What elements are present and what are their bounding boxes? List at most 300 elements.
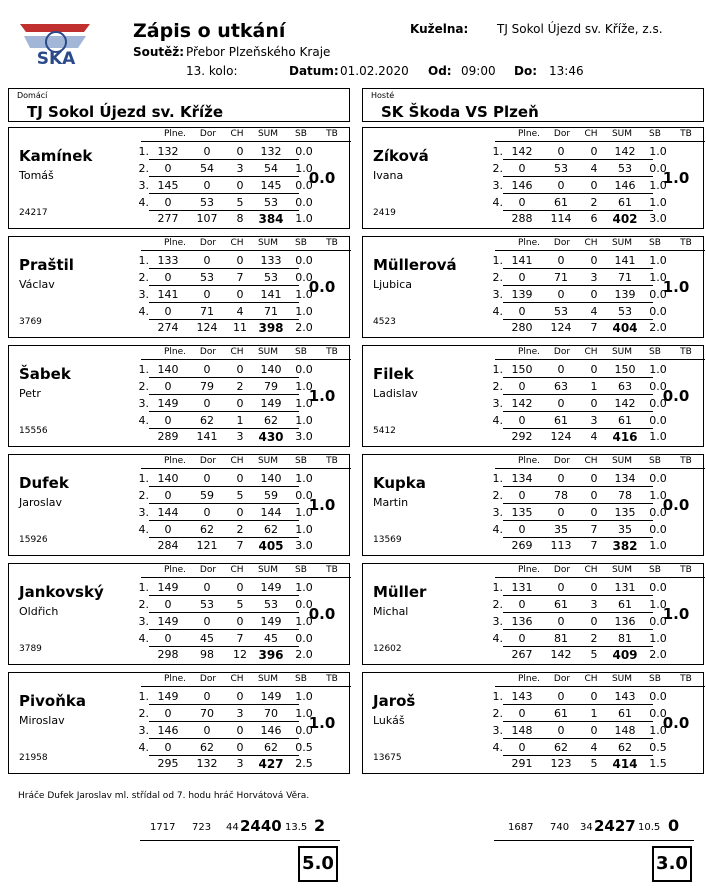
row-cell: 0 (590, 397, 598, 410)
row-cell: 144 (157, 506, 179, 519)
total-cell: 3 (236, 757, 244, 770)
row-cell: 62 (618, 741, 632, 754)
row-cell: 0 (590, 489, 598, 502)
row-cell: 0.0 (649, 472, 667, 485)
row-number: 2. (138, 271, 149, 284)
row-cell: 141 (260, 288, 282, 301)
row-cell: 0 (203, 363, 211, 376)
row-number: 1. (138, 145, 149, 158)
row-cell: 7 (590, 523, 598, 536)
row-cell: 0 (590, 288, 598, 301)
row-cell: 149 (260, 397, 282, 410)
away-team-box (362, 88, 704, 122)
home-final-score: 5.0 (298, 846, 338, 882)
row-number: 4. (492, 414, 503, 427)
row-cell: 131 (511, 581, 533, 594)
throw-row (481, 598, 671, 612)
throw-row (481, 506, 671, 520)
home-sum-ch: 44 (226, 822, 239, 833)
row-cell: 0 (557, 724, 565, 737)
player-id: 2419 (373, 208, 396, 218)
logo-graphic (16, 18, 96, 70)
column-header: TB (680, 565, 692, 575)
row-underline (503, 537, 653, 538)
row-underline (149, 394, 299, 395)
row-cell: 0 (590, 472, 598, 485)
player-id: 13569 (373, 535, 402, 545)
row-cell: 0.5 (649, 741, 667, 754)
player-id: 3789 (19, 644, 42, 654)
total-cell: 2.0 (295, 648, 313, 661)
column-header: SB (649, 238, 661, 248)
row-cell: 141 (511, 254, 533, 267)
row-cell: 142 (614, 397, 636, 410)
row-cell: 45 (264, 632, 278, 645)
column-header: SB (295, 565, 307, 575)
row-number: 1. (138, 690, 149, 703)
total-cell: 107 (196, 212, 218, 225)
throw-row (481, 305, 671, 319)
row-underline (503, 704, 653, 705)
row-cell: 0.0 (295, 196, 313, 209)
row-cell: 0 (590, 363, 598, 376)
throw-row (127, 690, 317, 704)
total-cell: 11 (233, 321, 247, 334)
row-cell: 35 (554, 523, 568, 536)
row-cell: 53 (264, 196, 278, 209)
player-total-row (481, 430, 671, 444)
row-number: 4. (138, 523, 149, 536)
row-cell: 0 (236, 506, 244, 519)
total-cell: 427 (258, 757, 284, 771)
player-tb: 0.0 (308, 605, 336, 623)
row-cell: 1.0 (295, 615, 313, 628)
away-player-card (362, 672, 704, 774)
row-cell: 140 (260, 363, 282, 376)
row-cell: 0 (203, 615, 211, 628)
throw-row (127, 741, 317, 755)
total-cell: 398 (258, 321, 284, 335)
row-number: 3. (492, 724, 503, 737)
row-cell: 53 (618, 305, 632, 318)
column-header: CH (230, 674, 244, 684)
row-cell: 1.0 (295, 707, 313, 720)
row-cell: 53 (200, 598, 214, 611)
row-cell: 5 (236, 598, 244, 611)
column-header: SB (649, 674, 661, 684)
row-underline (503, 193, 653, 194)
throw-row (481, 741, 671, 755)
total-cell: 3 (236, 430, 244, 443)
club-logo (16, 18, 96, 70)
player-first-name: Michal (373, 605, 409, 618)
row-cell: 134 (511, 472, 533, 485)
total-cell: 4 (590, 430, 598, 443)
throw-row (481, 271, 671, 285)
row-underline (503, 595, 653, 596)
row-number: 1. (492, 363, 503, 376)
throw-row (481, 632, 671, 646)
row-cell: 0 (203, 179, 211, 192)
row-number: 4. (492, 741, 503, 754)
row-cell: 61 (554, 707, 568, 720)
home-sum-dor: 723 (192, 822, 212, 833)
row-number: 2. (138, 707, 149, 720)
row-cell: 54 (200, 162, 214, 175)
row-cell: 149 (157, 397, 179, 410)
row-number: 3. (492, 397, 503, 410)
total-cell: 6 (590, 212, 598, 225)
row-cell: 1.0 (649, 196, 667, 209)
row-cell: 70 (200, 707, 214, 720)
row-cell: 71 (264, 305, 278, 318)
home-player-card (8, 345, 350, 447)
column-header: TB (326, 674, 338, 684)
row-cell: 0 (590, 179, 598, 192)
total-cell: 1.0 (295, 212, 313, 225)
column-header: CH (584, 347, 598, 357)
row-cell: 0 (164, 489, 172, 502)
column-header-row (9, 456, 349, 468)
row-cell: 1.0 (649, 271, 667, 284)
total-cell: 3.0 (295, 539, 313, 552)
throw-row (127, 472, 317, 486)
row-number: 3. (138, 397, 149, 410)
throw-row (127, 506, 317, 520)
total-cell: 124 (196, 321, 218, 334)
total-cell: 98 (200, 648, 214, 661)
row-cell: 133 (260, 254, 282, 267)
row-cell: 136 (614, 615, 636, 628)
player-id: 15556 (19, 426, 48, 436)
row-underline (149, 377, 299, 378)
end-time-value: 13:46 (549, 64, 584, 78)
throw-row (481, 615, 671, 629)
throw-row (127, 707, 317, 721)
row-cell: 53 (200, 271, 214, 284)
column-header: SUM (611, 565, 633, 575)
row-cell: 0.0 (295, 632, 313, 645)
row-number: 4. (492, 632, 503, 645)
row-number: 4. (138, 414, 149, 427)
column-header: Dor (199, 347, 217, 357)
row-cell: 0.0 (649, 380, 667, 393)
row-number: 2. (138, 598, 149, 611)
player-surname: Zíková (373, 147, 429, 165)
home-sum-total: 2440 (240, 817, 282, 835)
column-header: SB (295, 238, 307, 248)
row-number: 4. (138, 741, 149, 754)
home-label: Domácí (17, 91, 48, 100)
header-underline (495, 686, 705, 687)
row-cell: 135 (511, 506, 533, 519)
row-cell: 62 (264, 414, 278, 427)
total-cell: 142 (550, 648, 572, 661)
away-sum-tb: 0 (668, 816, 680, 835)
row-underline (149, 193, 299, 194)
throw-row (127, 414, 317, 428)
row-number: 4. (138, 632, 149, 645)
row-number: 3. (138, 506, 149, 519)
row-cell: 0.0 (295, 145, 313, 158)
player-id: 15926 (19, 535, 48, 545)
row-underline (503, 411, 653, 412)
column-header: Plne. (517, 565, 541, 575)
row-cell: 150 (614, 363, 636, 376)
row-cell: 0 (590, 254, 598, 267)
row-underline (503, 738, 653, 739)
row-cell: 141 (614, 254, 636, 267)
row-underline (503, 646, 653, 647)
total-cell: 121 (196, 539, 218, 552)
row-cell: 78 (554, 489, 568, 502)
player-first-name: Tomáš (19, 169, 54, 182)
row-number: 1. (492, 581, 503, 594)
row-cell: 149 (157, 615, 179, 628)
row-cell: 81 (554, 632, 568, 645)
away-player-card (362, 454, 704, 556)
throw-row (127, 305, 317, 319)
row-cell: 131 (614, 581, 636, 594)
column-header: SB (649, 129, 661, 139)
row-underline (503, 268, 653, 269)
row-cell: 71 (618, 271, 632, 284)
home-player-card (8, 563, 350, 665)
row-underline (149, 428, 299, 429)
row-cell: 0 (557, 472, 565, 485)
total-cell: 1.5 (649, 757, 667, 770)
row-cell: 0 (164, 380, 172, 393)
row-cell: 149 (157, 690, 179, 703)
soutez-value: Přebor Plzeňského Kraje (186, 45, 331, 59)
throw-row (127, 196, 317, 210)
row-number: 1. (492, 690, 503, 703)
player-total-row (127, 212, 317, 226)
column-header: Dor (199, 238, 217, 248)
column-header: SB (295, 347, 307, 357)
row-cell: 45 (200, 632, 214, 645)
player-surname: Kamínek (19, 147, 93, 165)
row-underline (503, 428, 653, 429)
throw-row (481, 724, 671, 738)
row-number: 3. (138, 724, 149, 737)
player-first-name: Ladislav (373, 387, 418, 400)
column-header: TB (680, 347, 692, 357)
row-cell: 53 (618, 162, 632, 175)
column-header-row (363, 129, 703, 141)
throw-row (481, 162, 671, 176)
player-surname: Dufek (19, 474, 69, 492)
row-cell: 61 (618, 196, 632, 209)
row-cell: 0 (203, 145, 211, 158)
row-underline (503, 302, 653, 303)
row-number: 2. (492, 162, 503, 175)
row-cell: 54 (264, 162, 278, 175)
total-cell: 288 (511, 212, 533, 225)
row-number: 2. (138, 380, 149, 393)
row-underline (149, 319, 299, 320)
away-summary-line (494, 840, 694, 841)
row-number: 2. (492, 271, 503, 284)
row-underline (149, 159, 299, 160)
header-underline (495, 141, 705, 142)
row-number: 3. (138, 288, 149, 301)
player-first-name: Ivana (373, 169, 404, 182)
row-cell: 145 (260, 179, 282, 192)
total-cell: 2.0 (649, 648, 667, 661)
row-cell: 63 (554, 380, 568, 393)
column-header: CH (230, 347, 244, 357)
row-cell: 62 (554, 741, 568, 754)
row-cell: 141 (157, 288, 179, 301)
row-cell: 61 (554, 414, 568, 427)
substitution-note: Hráče Dufek Jaroslav ml. střídal od 7. hodu hráč Horvátová Věra. (18, 791, 310, 801)
player-total-row (481, 757, 671, 771)
away-label: Hosté (371, 91, 395, 100)
row-cell: 148 (614, 724, 636, 737)
total-cell: 1.0 (649, 539, 667, 552)
column-header: TB (326, 456, 338, 466)
player-id: 24217 (19, 208, 48, 218)
row-cell: 142 (511, 397, 533, 410)
column-header: CH (230, 129, 244, 139)
row-cell: 1.0 (295, 305, 313, 318)
row-cell: 4 (590, 305, 598, 318)
header-underline (495, 359, 705, 360)
away-sum-total: 2427 (594, 817, 636, 835)
soutez-label: Soutěž: (133, 45, 185, 59)
row-underline (149, 302, 299, 303)
column-header: SB (649, 347, 661, 357)
total-cell: 114 (550, 212, 572, 225)
row-cell: 0 (557, 581, 565, 594)
row-cell: 0 (557, 397, 565, 410)
row-cell: 0 (590, 690, 598, 703)
column-header: CH (584, 129, 598, 139)
throw-row (127, 254, 317, 268)
row-number: 4. (492, 196, 503, 209)
header-underline (495, 468, 705, 469)
player-total-row (481, 321, 671, 335)
home-sum-plne: 1717 (150, 822, 176, 833)
row-underline (149, 738, 299, 739)
column-header: Dor (553, 674, 571, 684)
row-cell: 0.0 (295, 363, 313, 376)
row-cell: 0.0 (649, 288, 667, 301)
row-cell: 1.0 (649, 632, 667, 645)
row-number: 3. (492, 506, 503, 519)
column-header: SB (295, 129, 307, 139)
row-cell: 0 (557, 690, 565, 703)
row-cell: 1 (590, 380, 598, 393)
player-surname: Müller (373, 583, 427, 601)
away-player-card (362, 345, 704, 447)
row-cell: 0.0 (295, 254, 313, 267)
row-cell: 143 (614, 690, 636, 703)
date-value: 01.02.2020 (340, 64, 409, 78)
row-cell: 148 (511, 724, 533, 737)
row-cell: 0 (518, 271, 526, 284)
column-header-row (9, 129, 349, 141)
throw-row (127, 288, 317, 302)
column-header-row (363, 565, 703, 577)
row-number: 4. (138, 305, 149, 318)
row-cell: 0 (203, 472, 211, 485)
row-cell: 0 (164, 271, 172, 284)
row-cell: 0 (518, 162, 526, 175)
throw-row (127, 380, 317, 394)
row-cell: 0.0 (295, 724, 313, 737)
total-cell: 292 (511, 430, 533, 443)
row-cell: 0 (164, 707, 172, 720)
row-cell: 0 (518, 598, 526, 611)
player-total-row (127, 648, 317, 662)
row-cell: 3 (236, 707, 244, 720)
player-total-row (127, 539, 317, 553)
row-cell: 2 (236, 523, 244, 536)
throw-row (481, 690, 671, 704)
row-cell: 142 (511, 145, 533, 158)
header-underline (495, 577, 705, 578)
row-number: 3. (138, 615, 149, 628)
row-underline (503, 176, 653, 177)
player-id: 12602 (373, 644, 402, 654)
row-cell: 0.0 (295, 489, 313, 502)
row-cell: 146 (614, 179, 636, 192)
home-sum-sb: 13.5 (285, 822, 308, 833)
row-cell: 2 (590, 632, 598, 645)
row-cell: 53 (264, 271, 278, 284)
row-cell: 0 (236, 472, 244, 485)
row-cell: 79 (264, 380, 278, 393)
row-cell: 61 (618, 707, 632, 720)
total-cell: 430 (258, 430, 284, 444)
row-cell: 0 (203, 724, 211, 737)
header-underline (495, 250, 705, 251)
row-cell: 62 (264, 523, 278, 536)
row-cell: 1.0 (295, 288, 313, 301)
player-surname: Jaroš (373, 692, 416, 710)
row-cell: 1.0 (649, 179, 667, 192)
row-cell: 62 (200, 414, 214, 427)
row-cell: 5 (236, 489, 244, 502)
row-number: 3. (138, 179, 149, 192)
player-total-row (127, 757, 317, 771)
row-cell: 1 (590, 707, 598, 720)
player-tb: 1.0 (308, 714, 336, 732)
row-cell: 0 (518, 489, 526, 502)
row-underline (149, 646, 299, 647)
column-header: Dor (553, 129, 571, 139)
row-cell: 0 (236, 288, 244, 301)
total-cell: 124 (550, 321, 572, 334)
row-cell: 0.0 (649, 397, 667, 410)
row-cell: 0 (164, 305, 172, 318)
throw-row (481, 179, 671, 193)
row-cell: 0 (557, 288, 565, 301)
row-underline (503, 210, 653, 211)
row-cell: 0.0 (649, 581, 667, 594)
column-header: SUM (257, 674, 279, 684)
row-cell: 142 (614, 145, 636, 158)
row-cell: 71 (554, 271, 568, 284)
row-number: 2. (138, 489, 149, 502)
row-cell: 0 (236, 145, 244, 158)
row-underline (149, 486, 299, 487)
row-number: 1. (492, 472, 503, 485)
home-player-card (8, 454, 350, 556)
kuzelna-label: Kuželna: (410, 22, 469, 36)
